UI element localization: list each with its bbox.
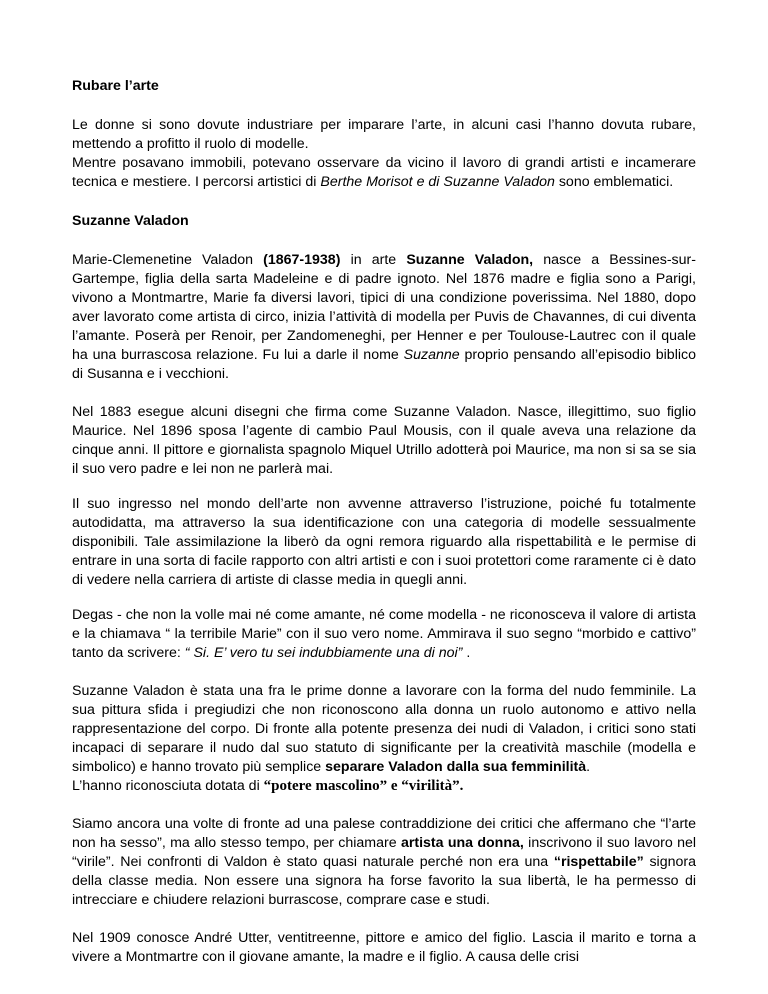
text-run: Degas - che non la volle mai né come amante, né come modella - ne riconosceva il valore di artista e la chiamava “ la terribile Marie” con il suo vero nome. Ammirava il suo segno “morbido e cattivo” tanto da scrivere: xyxy=(72,607,696,661)
intro-line-b: Mentre posavano immobili, potevano osservare da vicino il lavoro di grandi artisti e incamerare tecnica e mestiere. I percorsi artistici di xyxy=(72,155,696,190)
intro-artists-italic: Berthe Morisot e di Suzanne Valadon xyxy=(320,174,555,190)
intro-paragraph xyxy=(72,116,696,192)
text-run: . xyxy=(462,645,471,661)
text-run: . xyxy=(586,759,591,775)
emphasis-bold: separare Valadon dalla sua femminilità xyxy=(325,759,587,775)
text-run: L’hanno riconosciuta dotata di xyxy=(72,778,264,794)
paragraph-degas xyxy=(72,606,696,663)
paragraph-biography xyxy=(72,251,696,384)
text-run: proprio pensando all’episodio biblico di Susanna e i vecchioni. xyxy=(72,347,696,382)
degas-quote-italic: “ Si. E’ vero tu sei indubbiamente una di noi” xyxy=(184,645,463,661)
text-run: Suzanne Valadon è stata una fra le prime donne a lavorare con la forma del nudo femminile. La sua pittura sfida i pregiudizi che non riconoscono alla donna un ruolo autonomo e attivo nella rappresentazione del corpo. Di fronte alla potente presenza dei nudi di Valadon, i critici sono stati incapaci di separare il nudo dal suo statuto di significante per la creatività maschile (modella e simbolico) e hanno trovato più semplice xyxy=(72,683,696,775)
paragraph-1883: Nel 1883 esegue alcuni disegni che firma come Suzanne Valadon. Nasce, illegittimo, suo figlio Maurice. Nel 1896 sposa l’agente di cambio Paul Mousis, con il quale aveva una relazione da cinque anni. Il pittore e giornalista spagnolo Miquel Utrillo adotterà poi Maurice, ma non si sa se sia il suo vero padre e lei non ne parlerà mai. xyxy=(72,404,696,477)
text-run: Marie-Clemenetine Valadon xyxy=(72,252,264,268)
intro-line-a: Le donne si sono dovute industriare per imparare l’arte, in alcuni casi l’hanno dovuta rubare, mettendo a profitto il ruolo di modelle. xyxy=(72,117,696,152)
dates-bold: (1867-1938) xyxy=(263,252,341,268)
emphasis-bold: artista una donna, xyxy=(400,835,524,851)
paragraph-nudo xyxy=(72,682,696,796)
paragraph-1909: Nel 1909 conosce André Utter, ventitreenne, pittore e amico del figlio. Lascia il marito e torna a vivere a Montmartre con il giovane amante, la madre e il figlio. A causa delle crisi xyxy=(72,930,696,965)
paragraph-critici xyxy=(72,815,696,910)
emphasis-serif-bold: “potere mascolino” e “virilità”. xyxy=(263,778,464,794)
document-page xyxy=(72,77,696,967)
text-run: in arte xyxy=(340,252,407,268)
section-heading-valadon: Suzanne Valadon xyxy=(72,213,189,229)
name-italic: Suzanne xyxy=(403,347,460,363)
section-heading-rubare: Rubare l’arte xyxy=(72,78,159,94)
emphasis-bold: “rispettabile” xyxy=(553,854,644,870)
artist-name-bold: Suzanne Valadon, xyxy=(406,252,534,268)
text-run: Siamo ancora una volte di fronte ad una palese contraddizione dei critici che affermano che “l’arte non ha sesso”, ma allo stesso tempo, per chiamare xyxy=(72,816,696,851)
text-run: inscrivono il suo lavoro nel “virile”. Nei confronti di Valdon è stato quasi naturale perché non era una xyxy=(72,835,696,870)
paragraph-ingresso: Il suo ingresso nel mondo dell’arte non avvenne attraverso l’istruzione, poiché fu totalmente autodidatta, ma attraverso la sua identificazione con una categoria di modelle sessualmente disponibili. Tale assimilazione la liberò da ogni remora riguardo alla rispettabilità e le permise di entrare in una sorta di facile rapporto con altri artisti e con i suoi protettori come raramente ci è dato di vedere nella carriera di artiste di classe media in quegli anni. xyxy=(72,496,696,588)
text-run: nasce a Bessines-sur-Gartempe, figlia della sarta Madeleine e di padre ignoto. Nel 1876 madre e figlia sono a Parigi, vivono a Montmartre, Marie fa diversi lavori, tipici di una condizione poverissima. Nel 1880, dopo aver lavorato come artista di circo, inizia l’attività di modella per Puvis de Chavannes, di cui diventa l’amante. Poserà per Renoir, per Zandomeneghi, per Henner e per Toulouse-Lautrec con il quale ha una burrascosa relazione. Fu lui a darle il nome xyxy=(72,252,696,363)
intro-line-b-end: sono emblematici. xyxy=(554,174,674,190)
text-run: signora della classe media. Non essere una signora ha forse favorito la sua libertà, le ha permesso di intrecciare e chiudere relazioni burrascose, comprare case e studi. xyxy=(72,854,696,908)
